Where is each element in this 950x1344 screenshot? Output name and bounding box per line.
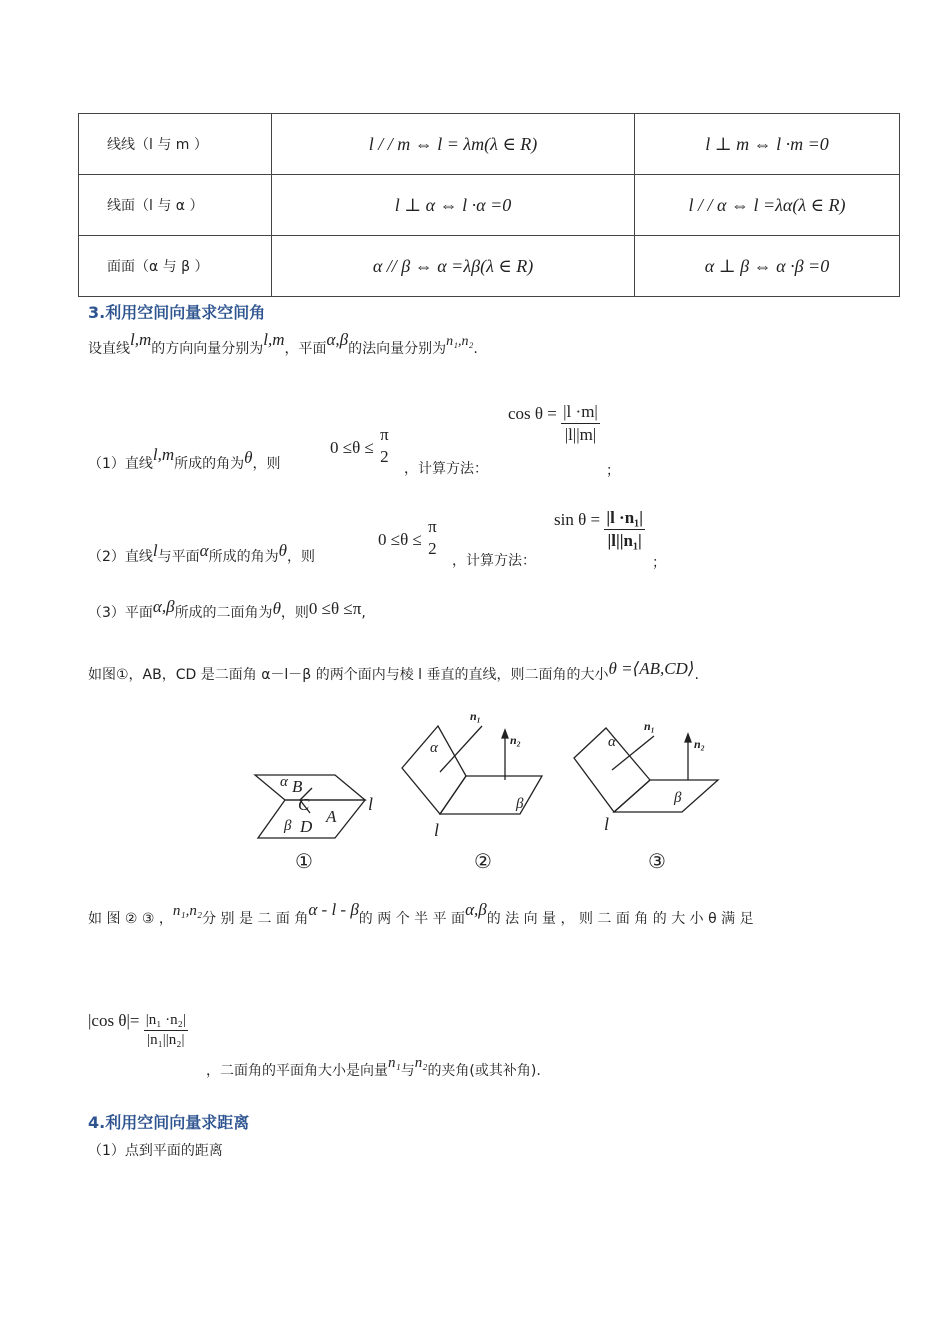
item1-range bbox=[330, 425, 391, 470]
range-left: 0 ≤θ ≤ bbox=[330, 437, 374, 457]
fig23-paragraph bbox=[88, 900, 754, 928]
item2-line bbox=[88, 541, 315, 566]
cos-lhs: |cos θ|= bbox=[88, 1011, 140, 1031]
row-label: 面面（α 与 β ） bbox=[79, 236, 272, 297]
label-l: l bbox=[604, 814, 610, 834]
item-text: 所成的角为 bbox=[174, 456, 245, 472]
cos-text: 的夹角(或其补角). bbox=[427, 1063, 541, 1079]
plane-alpha bbox=[255, 775, 365, 800]
label-beta: β bbox=[516, 796, 524, 812]
formula-frac bbox=[561, 402, 600, 445]
dihedral-figures bbox=[240, 700, 740, 880]
item-text: （2）直线 bbox=[88, 549, 153, 565]
table-row bbox=[79, 236, 900, 297]
cos-var: n₂ bbox=[414, 1055, 428, 1071]
perpendicular-formula: l ⊥ m ⇔ l ·m =0 bbox=[635, 114, 900, 175]
fig23-text: 如 图 ② ③ ， bbox=[88, 911, 173, 927]
cos-text: 与 bbox=[400, 1063, 415, 1079]
item2-method: ，计算方法： bbox=[452, 553, 536, 569]
fig23-text: 分 别 是 二 面 角 bbox=[202, 911, 309, 927]
fig23-text: 的 法 向 量 ， 则 二 面 角 的 大 小 θ 满 足 bbox=[486, 911, 754, 927]
range: 0 ≤θ ≤π bbox=[308, 599, 362, 618]
item-text: 所成的角为 bbox=[208, 549, 279, 565]
label-l: l bbox=[368, 794, 374, 814]
label-n2: n₂ bbox=[694, 737, 705, 751]
plane-beta bbox=[440, 776, 542, 814]
fig1-formula: θ =⟨AB,CD⟩ bbox=[608, 659, 695, 678]
relation-table bbox=[78, 113, 900, 297]
frac-den: |n₁||n₂| bbox=[147, 1032, 185, 1048]
intro-var: l,m bbox=[263, 330, 285, 349]
item-var: θ bbox=[244, 448, 253, 467]
item1-formula bbox=[508, 402, 600, 445]
item1-end: ； bbox=[606, 463, 620, 479]
section3-heading: 3.利用空间向量求空间角 bbox=[88, 303, 266, 322]
figure-1 bbox=[255, 774, 373, 873]
cos-text: ，二面角的平面角大小是向量 bbox=[206, 1063, 388, 1079]
parallel-formula: l / / m ⇔ l = λm(λ ∈ R) bbox=[272, 114, 635, 175]
table-row bbox=[79, 114, 900, 175]
label-C: C bbox=[298, 795, 310, 814]
item-var: α,β bbox=[152, 597, 175, 616]
item-text: 与平面 bbox=[157, 549, 200, 565]
intro-var: α,β bbox=[326, 330, 349, 349]
label-alpha: α bbox=[430, 740, 438, 756]
item-var: θ bbox=[272, 599, 281, 618]
normal-n1 bbox=[440, 726, 482, 772]
formula-func: cos θ = bbox=[508, 404, 557, 424]
plane-beta bbox=[614, 780, 718, 812]
item-text: ，则 bbox=[252, 456, 281, 472]
label-n1: n₁ bbox=[644, 719, 655, 733]
intro-paragraph bbox=[88, 330, 478, 358]
arrow-head-icon bbox=[685, 734, 691, 742]
label-l: l bbox=[434, 820, 440, 840]
cos-tail bbox=[206, 1055, 541, 1080]
range-left: 0 ≤θ ≤ bbox=[378, 529, 422, 549]
frac-num: π bbox=[428, 517, 437, 536]
item2-end: ； bbox=[652, 555, 666, 571]
frac-num: π bbox=[380, 425, 389, 444]
frac-den: 2 bbox=[428, 539, 437, 558]
item-text: 所成的二面角为 bbox=[174, 605, 273, 621]
fig23-var: α - l - β bbox=[308, 900, 359, 919]
pi-over-2 bbox=[426, 517, 439, 559]
figure-3 bbox=[574, 719, 718, 873]
item-var: l,m bbox=[152, 445, 175, 464]
cos-var: n₁ bbox=[388, 1055, 401, 1071]
intro-text: 的法向量分别为 bbox=[348, 341, 447, 357]
perpendicular-formula: α ⊥ β ⇔ α ·β =0 bbox=[635, 236, 900, 297]
frac-num: |l ·n₁| bbox=[604, 508, 645, 530]
parallel-formula: α // β ⇔ α =λβ(λ ∈ R) bbox=[272, 236, 635, 297]
item-var: θ bbox=[278, 541, 287, 560]
fig1-text: 如图①，AB，CD 是二面角 α－l－β 的两个面内与棱 l 垂直的直线，则二面角的大小 bbox=[88, 667, 609, 683]
item-text: （1）直线 bbox=[88, 456, 153, 472]
intro-var: n₁,n₂ bbox=[446, 334, 474, 349]
item2-range bbox=[378, 517, 439, 562]
section4-heading: 4.利用空间向量求距离 bbox=[88, 1113, 250, 1132]
section4-item1: （1）点到平面的距离 bbox=[88, 1143, 223, 1159]
row-label: 线面（l 与 α ） bbox=[79, 175, 272, 236]
frac-den: |l||m| bbox=[564, 425, 597, 444]
item-var: l bbox=[152, 541, 158, 560]
item-text: （3）平面 bbox=[88, 605, 153, 621]
item-var: α bbox=[199, 541, 209, 560]
fig23-var: α,β bbox=[465, 900, 487, 919]
cos-formula bbox=[88, 1012, 188, 1049]
label-alpha: α bbox=[608, 734, 616, 750]
label-n2: n₂ bbox=[510, 733, 521, 747]
fig23-var: n₁,n₂ bbox=[172, 903, 203, 919]
arrow-head-icon bbox=[502, 730, 508, 738]
parallel-formula: l ⊥ α ⇔ l ·α =0 bbox=[272, 175, 635, 236]
fig1-paragraph bbox=[88, 659, 699, 684]
fig1-end: . bbox=[694, 667, 699, 683]
label-beta: β bbox=[674, 790, 682, 806]
frac-num: |l ·m| bbox=[561, 402, 600, 424]
row-label: 线线（l 与 m ） bbox=[79, 114, 272, 175]
item-text: ，则 bbox=[280, 605, 309, 621]
table-row bbox=[79, 175, 900, 236]
label-A: A bbox=[326, 807, 337, 826]
intro-text: ，平面 bbox=[284, 341, 327, 357]
perpendicular-formula: l / / α ⇔ l =λα(λ ∈ R) bbox=[635, 175, 900, 236]
figure-2 bbox=[402, 709, 542, 873]
frac-num: |n₁ ·n₂| bbox=[144, 1012, 188, 1031]
label-alpha: α bbox=[280, 774, 288, 790]
figure-label-3: ③ bbox=[648, 851, 666, 873]
formula-frac bbox=[604, 508, 645, 551]
label-beta: β bbox=[284, 818, 292, 834]
intro-text: 的方向向量分别为 bbox=[151, 341, 264, 357]
item3-line bbox=[88, 597, 366, 622]
normal-n1 bbox=[612, 736, 654, 770]
cos-frac bbox=[144, 1012, 188, 1049]
formula-func: sin θ = bbox=[554, 510, 601, 530]
figure-label-2: ② bbox=[474, 851, 492, 873]
item1-method: ，计算方法： bbox=[404, 461, 488, 477]
item1-line bbox=[88, 445, 281, 473]
pi-over-2 bbox=[378, 425, 391, 467]
intro-text: 设直线 bbox=[88, 341, 130, 357]
intro-text: . bbox=[473, 341, 478, 357]
frac-den: 2 bbox=[380, 447, 389, 466]
label-n1: n₁ bbox=[470, 709, 481, 723]
item2-formula bbox=[554, 508, 645, 551]
label-B: B bbox=[292, 777, 303, 796]
fig23-text: 的 两 个 半 平 面 bbox=[358, 911, 466, 927]
figure-label-1: ① bbox=[295, 851, 313, 873]
item-text: , bbox=[361, 605, 366, 621]
label-D: D bbox=[300, 817, 313, 836]
intro-var: l,m bbox=[130, 330, 152, 349]
frac-den: |l||n₁| bbox=[607, 531, 642, 550]
item-text: ，则 bbox=[286, 549, 315, 565]
